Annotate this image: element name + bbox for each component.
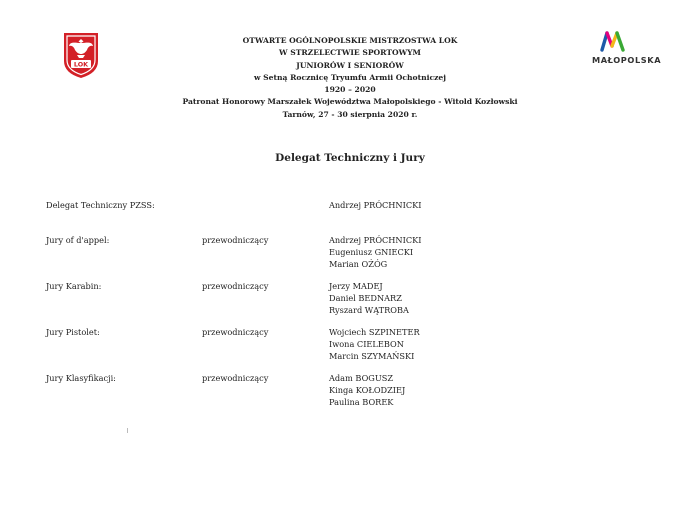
malopolska-logo (592, 30, 662, 70)
person-name: Iwona CIELEBON (329, 339, 404, 350)
header-line-3: JUNIORÓW I SENIORÓW (296, 60, 404, 70)
document-title: Delegat Techniczny i Jury (275, 152, 425, 164)
row-label: Jury Karabin: (46, 281, 102, 291)
row-role: przewodniczący (202, 373, 269, 383)
person-name: Andrzej PRÓCHNICKI (329, 235, 422, 245)
row-names (329, 199, 421, 211)
person-name: Marian OŻÓG (329, 259, 388, 270)
header-line-7: Tarnów, 27 - 30 sierpnia 2020 r. (282, 109, 418, 119)
person-name: Adam BOGUSZ (329, 373, 394, 383)
row-label: Jury Klasyfikacji: (46, 373, 116, 383)
row-names (329, 234, 421, 271)
person-name: Marcin SZYMAŃSKI (329, 351, 415, 362)
person-name: Andrzej PRÓCHNICKI (329, 200, 422, 210)
person-name: Eugeniusz GNIECKI (329, 247, 414, 258)
lok-emblem-logo (62, 31, 100, 79)
row-role: przewodniczący (202, 281, 269, 291)
malopolska-mark-icon (600, 30, 626, 52)
row-label: Jury Pistolet: (46, 327, 100, 337)
person-name: Ryszard WĄTROBA (329, 305, 409, 316)
row-names (329, 372, 405, 409)
lok-emblem-text: LOK (73, 60, 89, 69)
scan-speck (127, 428, 128, 433)
header-line-6: Patronat Honorowy Marszałek Województwa Małopolskiego - Witold Kozłowski (182, 97, 518, 107)
event-header (150, 35, 550, 121)
person-name: Jerzy MADEJ (329, 281, 383, 291)
header-line-5: 1920 – 2020 (324, 85, 376, 95)
row-label: Delegat Techniczny PZSS: (46, 200, 155, 210)
person-name: Paulina BOREK (329, 397, 394, 408)
person-name: Wojciech SZPINETER (329, 327, 420, 337)
header-line-2: W STRZELECTWIE SPORTOWYM (279, 48, 421, 58)
person-name: Daniel BEDNARZ (329, 293, 402, 304)
row-role: przewodniczący (202, 327, 269, 337)
row-names (329, 280, 409, 317)
malopolska-wordmark: MAŁOPOLSKA (592, 55, 662, 65)
row-names (329, 326, 420, 363)
header-line-4: w Setną Rocznicę Tryumfu Armii Ochotniczej (254, 72, 446, 82)
row-label: Jury of d'appel: (46, 235, 110, 245)
header-line-1: OTWARTE OGÓLNOPOLSKIE MISTRZOSTWA LOK (242, 36, 458, 45)
person-name: Kinga KOŁODZIEJ (329, 385, 406, 396)
row-role: przewodniczący (202, 235, 269, 245)
